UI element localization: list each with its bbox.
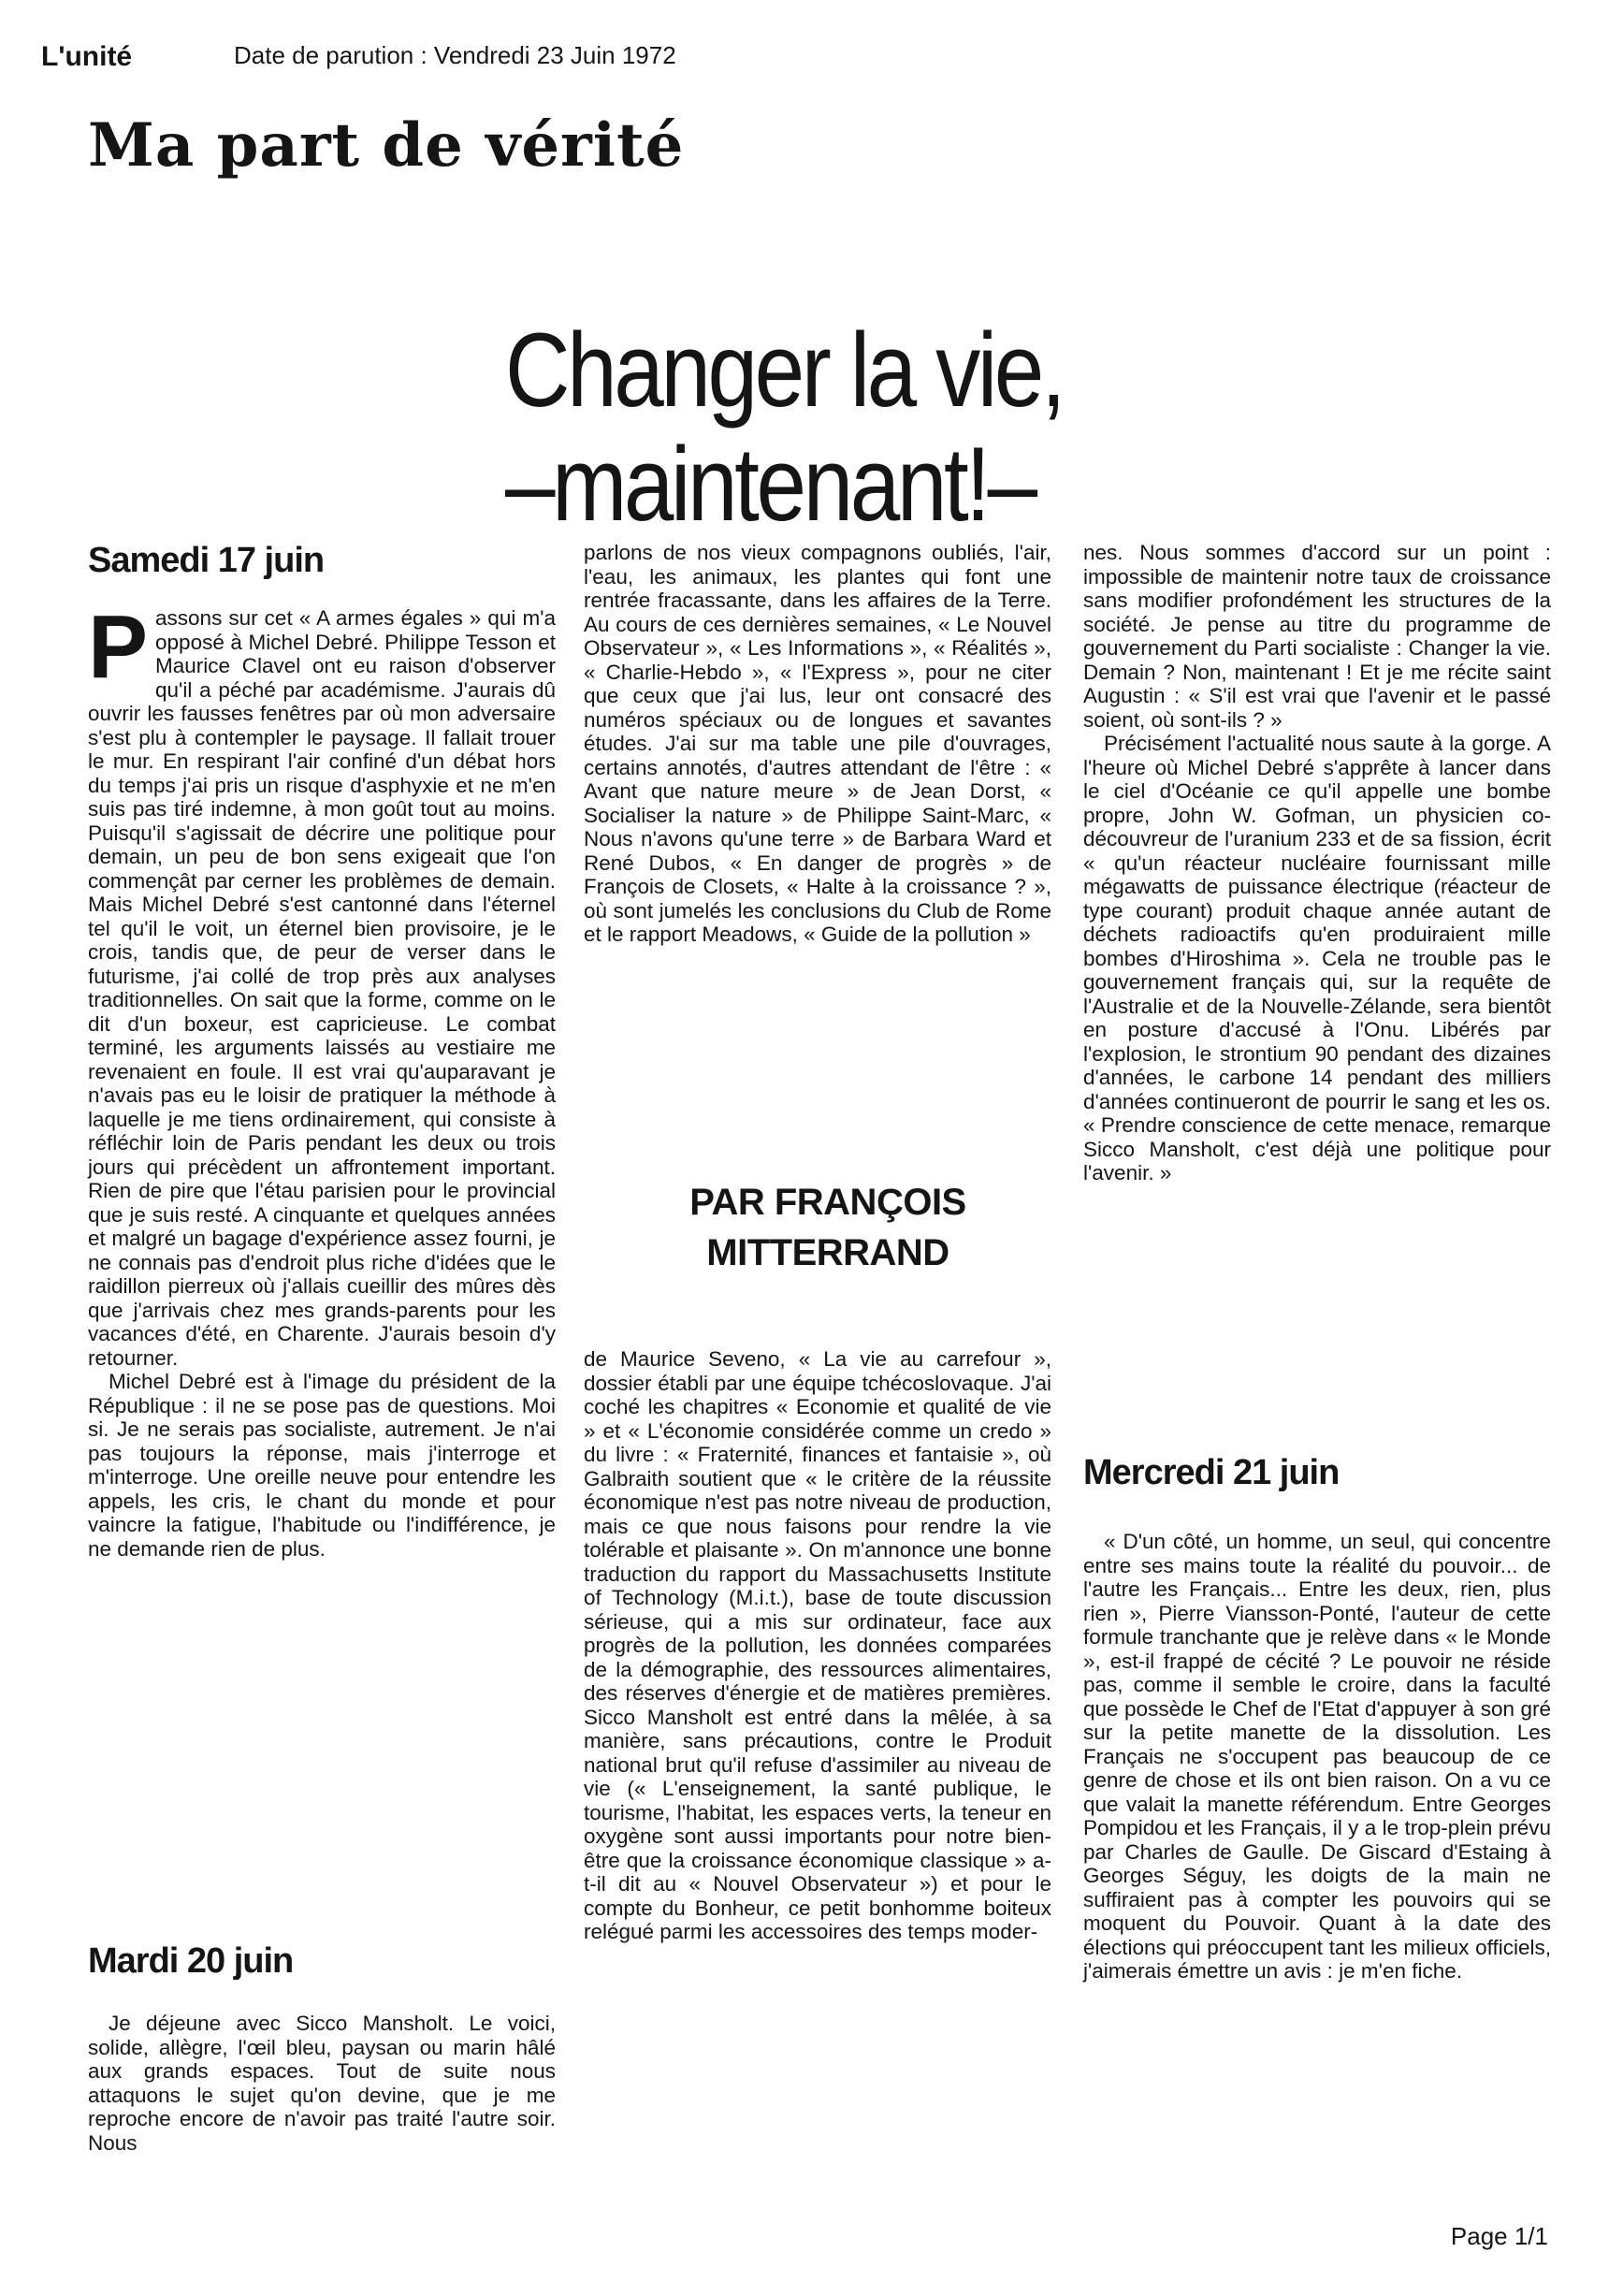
drop-cap: P [88, 597, 149, 697]
column-2-top [584, 541, 1051, 947]
article-headline [505, 313, 1068, 542]
headline-line-2: –maintenant!– [505, 426, 1035, 543]
section-heading-samedi: Samedi 17 juin [88, 541, 325, 580]
byline-line-1: PAR FRANÇOIS [689, 1182, 966, 1223]
paragraph: Précisément l'actualité nous saute à la gorge. A l'heure où Michel Debré s'apprête à lancer dans le ciel d'Océanie ce qu'il appelle une bombe propre, John W. Gofman, un physicien co-découvreur de l'uranium 233 et de sa fission, écrit « qu'un réacteur nucléaire fournissant mille mégawatts de puissance électrique (réacteur de type courant) produit chaque année autant de déchets radioactifs qu'en produiraient mille bombes d'Hiroshima ». Cela ne trouble pas le gouvernement français qui, sur la requête de l'Australie et de la Nouvelle-Zélande, sera bientôt en posture d'accusé à l'Onu. Libérés par l'explosion, le strontium 90 pendant des dizaines d'années, le carbone 14 pendant des milliers d'années continueront de pourrir le sang et les os. « Prendre conscience de cette menace, remarque Sicco Mansholt, c'est déjà une politique pour l'avenir. » [1083, 732, 1551, 1184]
column-3-top [1083, 541, 1551, 1185]
paragraph: Michel Debré est à l'image du président de la République : il ne se pose pas de questions. Moi si. Je ne serais pas socialiste, autrement. Je n'ai pas toujours la réponse, mais j'interroge et m'interroge. Une oreille neuve pour entendre les appels, les cris, le chant du monde et pour vaincre la fatigue, l'habitude ou l'indifférence, je ne demande rien de plus. [88, 1370, 556, 1561]
byline [608, 1177, 1048, 1278]
column-3-bottom [1083, 1530, 1551, 1984]
page-number: Page 1/1 [1450, 2222, 1548, 2250]
paragraph: assons sur cet « A armes égales » qui m'a opposé à Michel Debré. Philippe Tesson et Maurice Clavel ont eu raison d'observer qu'il a péché par académisme. J'aurais dû ouvrir les fausses fenêtres par où mon adversaire s'est plu à contempler le paysage. Il fallait trouer le mur. En respirant l'air confiné d'un débat hors du temps j'ai pris un risque d'asphyxie et ne m'en suis pas tiré indemne, à mon goût tout au moins. Puisqu'il s'agissait de décrire une politique pour demain, un peu de bon sens exigeait que l'on commençât par cerner les problèmes de demain. Mais Michel Debré s'est cantonné dans l'éternel tel qu'il le voit, un éternel bien provisoire, je le crois, tandis que, de peur de verser dans le futurisme, j'ai collé de trop près aux analyses traditionnelles. On sait que la forme, comme on le dit d'un boxeur, est capricieuse. Le combat terminé, les arguments laissés au vestiaire me revenaient en foule. Il est vrai qu'auparavant je n'avais pas eu le loisir de pratiquer la méthode à laquelle je me tiens ordinairement, qui consiste à réfléchir loin de Paris pendant les deux ou trois jours qui précèdent un affrontement important. Rien de pire que l'étau parisien pour le provincial que je suis resté. A cinquante et quelques années et malgré un bagage d'expérience assez fourni, je ne connais pas d'endroit plus riche d'idées que le raidillon pierreux où j'allais cueillir des mûres dès que j'arrivais chez mes grands-parents pour les vacances d'été, en Charente. J'aurais besoin d'y retourner. [88, 606, 556, 1370]
column-rubric: Ma part de vérité [88, 110, 685, 181]
paragraph: de Maurice Seveno, « La vie au carrefour », dossier établi par une équipe tchécoslovaque. J'ai coché les chapitres « Economie et qualité de vie » et « L'économie considérée comme un credo » du livre : « Fraternité, finances et fantaisie », où Galbraith soutient que « le critère de la réussite économique n'est pas notre niveau de production, mais ce que nous faisons pour rendre la vie tolérable et plaisante ». On m'annonce une bonne traduction du rapport du Massachusetts Institute of Technology (M.i.t.), base de toute discussion sérieuse, qui a mis sur ordinateur, face aux progrès de la pollution, les données comparées de la démographie, des ressources alimentaires, des réserves d'énergie et de matières premières. Sicco Mansholt est entré dans la mêlée, à sa manière, sans précautions, contre le Produit national brut qu'il refuse d'assimiler au niveau de vie (« L'enseignement, la santé publique, le tourisme, l'habitat, les espaces verts, la teneur en oxygène sont aussi importants pour notre bien-être que la croissance économique classique » a-t-il dit au « Nouvel Observateur ») et pour le compte du Bonheur, ce petit bonhomme boiteux relégué parmi les accessoires des temps moder- [584, 1347, 1051, 1943]
column-1-bottom [88, 2012, 556, 2155]
paragraph: parlons de nos vieux compagnons oubliés, l'air, l'eau, les animaux, les plantes qui font une rentrée fracassante, dans les affaires de la Terre. Au cours de ces dernières semaines, « Le Nouvel Observateur », « Les Informations », « Réalités », « Charlie-Hebdo », « l'Express », pour ne citer que ceux que j'ai lus, leur ont consacré des numéros spéciaux ou de longues et savantes études. J'ai sur ma table une pile d'ouvrages, certains annotés, d'autres attendant de l'être : « Avant que nature meure » de Jean Dorst, « Socialiser la nature » de Philippe Saint-Marc, « Nous n'avons qu'une terre » de Barbara Ward et René Dubos, « En danger de progrès » de François de Closets, « Halte à la croissance ? », où sont jumelés les conclusions du Club de Rome et le rapport Meadows, « Guide de la pollution » [584, 541, 1051, 946]
byline-line-2: MITTERRAND [706, 1232, 949, 1273]
section-heading-mercredi: Mercredi 21 juin [1083, 1453, 1340, 1492]
column-2-bottom [584, 1347, 1051, 1944]
headline-line-1: Changer la vie, [505, 312, 1064, 429]
publication-date: Date de parution : Vendredi 23 Juin 1972 [234, 41, 676, 69]
section-heading-mardi: Mardi 20 juin [88, 1941, 294, 1981]
paragraph: « D'un côté, un homme, un seul, qui concentre entre ses mains toute la réalité du pouvoir... de l'autre les Français... Entre les deux, rien, plus rien », Pierre Viansson-Ponté, l'auteur de cette formule tranchante que je relève dans « le Monde », est-il frappé de cécité ? Le pouvoir ne réside pas, comme il semble le croire, dans la faculté que possède le Chef de l'Etat d'appuyer à son gré sur la petite manette de la dissolution. Les Français ne s'occupent pas beaucoup de ce genre de chose et ils ont bien raison. On a vu ce que valait la manette référendum. Entre Georges Pompidou et les Français, il y a le trop-plein prévu par Charles de Gaulle. De Giscard d'Estaing à Georges Séguy, les doigts de la main ne suffiraient pas à compter les pouvoirs qui se moquent du Pouvoir. Quant à la date des élections qui préoccupent tant les milieux officiels, j'aimerais émettre un avis : je m'en fiche. [1083, 1530, 1551, 1983]
paragraph: Je déjeune avec Sicco Mansholt. Le voici, solide, allègre, l'œil bleu, paysan ou marin hâlé aux grands espaces. Tout de suite nous attaquons le sujet qu'on devine, que je me reproche encore de n'avoir pas traité l'autre soir. Nous [88, 2012, 556, 2155]
paragraph: nes. Nous sommes d'accord sur un point : impossible de maintenir notre taux de croissance sans modifier profondément les structures de la société. Je pense au titre du programme de gouvernement du Parti socialiste : Changer la vie. Demain ? Non, maintenant ! Et je me récite saint Augustin : « S'il est vrai que l'avenir et le passé soient, où sont-ils ? » [1083, 541, 1551, 732]
publication-name: L'unité [41, 41, 133, 72]
column-1-top [88, 597, 556, 1561]
